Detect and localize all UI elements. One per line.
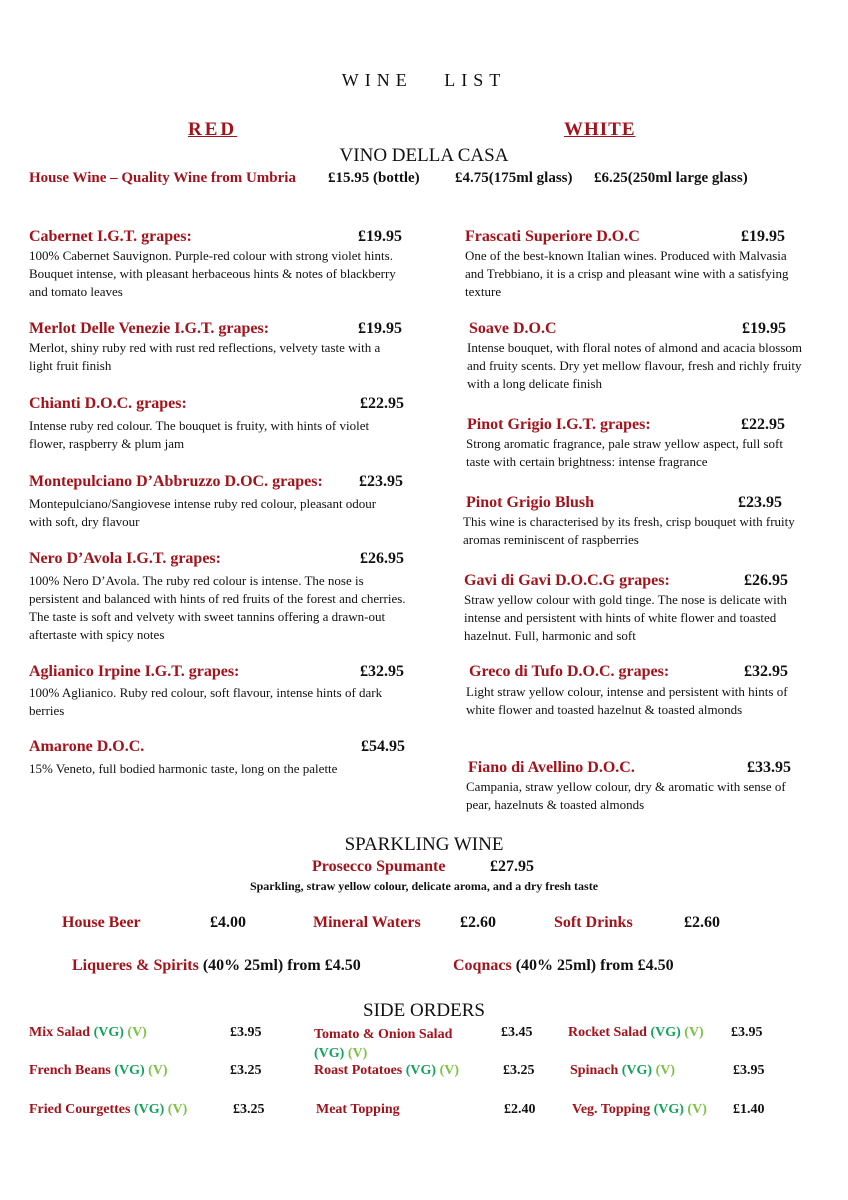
drink-name: Soft Drinks [554, 914, 633, 931]
sparkling-description: Sparkling, straw yellow colour, delicate aroma, and a dry fresh taste [249, 879, 599, 893]
red-wine-price: £22.95 [360, 395, 404, 412]
white-wine-name: Gavi di Gavi D.O.C.G grapes: [464, 572, 670, 589]
side-order-item [316, 1102, 400, 1118]
side-order-name: Fried Courgettes [29, 1102, 131, 1117]
white-wine-description: Light straw yellow colour, intense and persistent with hints of white flower and toasted hazelnut & toasted almonds [466, 684, 788, 717]
house-wine-bottle-price: £15.95 (bottle) [328, 170, 420, 186]
spirit-detail: (40% 25ml) from £4.50 [202, 957, 361, 974]
vegetarian-tag: (V) [655, 1063, 676, 1078]
white-wine-price: £26.95 [744, 572, 788, 589]
red-column-heading: RED [188, 119, 238, 140]
side-order-item [314, 1025, 494, 1063]
side-order-name: French Beans [29, 1063, 111, 1078]
side-order-price: £3.25 [233, 1102, 265, 1117]
side-order-price: £3.95 [731, 1025, 763, 1040]
spirit-name: Liqueres & Spirits [72, 957, 199, 974]
house-wine-heading: VINO DELLA CASA [339, 145, 509, 166]
vegetarian-tag: (V) [127, 1025, 147, 1040]
side-order-item [29, 1102, 187, 1118]
sparkling-wine-name: Prosecco Spumante [312, 858, 446, 875]
red-wine-name: Merlot Delle Venezie I.G.T. grapes: [29, 320, 270, 337]
drink-price: £2.60 [460, 914, 496, 931]
white-wine-price: £32.95 [744, 663, 788, 680]
vegetarian-tag: (V) [439, 1063, 460, 1078]
white-wine-price: £19.95 [742, 320, 786, 337]
red-wine-description: Intense ruby red colour. The bouquet is fruity, with hints of violet flower, raspberry & plum jam [29, 418, 370, 451]
side-order-item [314, 1063, 459, 1079]
white-wine-name: Greco di Tufo D.O.C. grapes: [469, 663, 670, 680]
side-order-item [572, 1102, 707, 1118]
red-wine-price: £23.95 [359, 473, 403, 490]
red-wine-description: 100% Cabernet Sauvignon. Purple-red colour with strong violet hints. Bouquet intense, with pleasant herbaceous hints & notes of blackberry and tomato leaves [29, 248, 396, 299]
vegetarian-tag: (V) [687, 1102, 707, 1117]
side-order-name: Spinach [570, 1063, 619, 1078]
white-wine-description: This wine is characterised by its fresh, crisp bouquet with fruity aromas reminiscent of raspberries [463, 514, 795, 547]
white-wine-description: Campania, straw yellow colour, dry & aromatic with sense of pear, hazelnuts & toasted almonds [466, 779, 786, 812]
red-wine-price: £19.95 [358, 228, 402, 245]
house-wine-glass-price: £4.75(175ml glass) [455, 170, 573, 186]
white-wine-name: Soave D.O.C [469, 320, 557, 337]
white-wine-name: Fiano di Avellino D.O.C. [468, 759, 635, 776]
white-wine-name: Frascati Superiore D.O.C [465, 228, 640, 245]
red-wine-name: Montepulciano D’Abbruzzo D.OC. grapes: [29, 473, 323, 490]
vegetarian-tag: (V) [684, 1025, 704, 1040]
red-wine-description: 100% Aglianico. Ruby red colour, soft flavour, intense hints of dark berries [29, 685, 383, 718]
house-wine-label: House Wine – Quality Wine from Umbria [29, 170, 296, 186]
white-wine-description: Straw yellow colour with gold tinge. The nose is delicate with intense and persistent with hints of white flower and toasted hazelnut. Full, harmonic and soft [464, 592, 787, 643]
spirits-row-item [453, 957, 674, 975]
white-wine-price: £19.95 [741, 228, 785, 245]
spirits-row-item [72, 957, 361, 975]
house-wine-large-glass-price: £6.25(250ml large glass) [594, 170, 748, 186]
side-order-name: Tomato & Onion Salad [314, 1027, 453, 1042]
white-wine-price: £22.95 [741, 416, 785, 433]
side-order-item [570, 1063, 675, 1079]
side-order-price: £3.95 [230, 1025, 262, 1040]
side-order-name: Mix Salad [29, 1025, 91, 1040]
side-order-name: Roast Potatoes [314, 1063, 403, 1078]
side-order-price: £3.25 [230, 1063, 262, 1078]
red-wine-description: Merlot, shiny ruby red with rust red reflections, velvety taste with a light fruit finish [29, 340, 381, 373]
red-wine-price: £32.95 [360, 663, 404, 680]
white-wine-price: £33.95 [747, 759, 791, 776]
red-wine-description: 15% Veneto, full bodied harmonic taste, long on the palette [29, 761, 338, 776]
red-wine-name: Cabernet I.G.T. grapes: [29, 228, 192, 245]
vegetarian-tag: (V) [148, 1063, 168, 1078]
vegan-tag: (VG) [114, 1063, 145, 1078]
drink-price: £4.00 [210, 914, 246, 931]
vegan-tag: (VG) [93, 1025, 124, 1040]
red-wine-description: 100% Nero D’Avola. The ruby red colour is intense. The nose is persistent and balanced with hints of red fruits of the forest and cherries. The taste is soft and velvety with sweet tannins offering a drawn-out aftertaste with spicy notes [29, 573, 406, 642]
vegan-tag: (VG) [650, 1025, 681, 1040]
spirit-detail: (40% 25ml) from £4.50 [515, 957, 674, 974]
drink-price: £2.60 [684, 914, 720, 931]
vegan-tag: (VG) [653, 1102, 684, 1117]
white-wine-description: One of the best-known Italian wines. Produced with Malvasia and Trebbiano, it is a crisp and pleasant wine with a satisfying texture [465, 248, 789, 299]
vegan-tag: (VG) [133, 1102, 165, 1117]
side-order-name: Rocket Salad [568, 1025, 647, 1040]
vegan-tag: (VG) [621, 1063, 653, 1078]
red-wine-price: £19.95 [358, 320, 402, 337]
white-wine-description: Strong aromatic fragrance, pale straw yellow aspect, full soft taste with certain brightness: intense fragrance [466, 436, 783, 469]
red-wine-name: Nero D’Avola I.G.T. grapes: [29, 550, 221, 567]
spirit-name: Coqnacs [453, 957, 512, 974]
red-wine-name: Chianti D.O.C. grapes: [29, 395, 187, 412]
drink-name: Mineral Waters [313, 914, 421, 931]
side-order-name: Meat Topping [316, 1102, 400, 1117]
side-order-price: £2.40 [504, 1102, 536, 1117]
red-wine-name: Aglianico Irpine I.G.T. grapes: [29, 663, 240, 680]
side-orders-heading: SIDE ORDERS [363, 1000, 485, 1021]
white-wine-name: Pinot Grigio I.G.T. grapes: [467, 416, 651, 433]
vegan-tag: (VG) [405, 1063, 437, 1078]
white-wine-name: Pinot Grigio Blush [466, 494, 595, 511]
page-title: WINE LIST [341, 70, 507, 90]
side-order-price: £1.40 [733, 1102, 765, 1117]
white-column-heading: WHITE [564, 119, 636, 140]
vegetarian-tag: (V) [347, 1046, 368, 1061]
side-order-item [29, 1063, 168, 1079]
drink-name: House Beer [62, 914, 141, 931]
vegan-tag: (VG) [314, 1046, 345, 1061]
side-order-price: £3.25 [503, 1063, 535, 1078]
side-order-price: £3.95 [733, 1063, 765, 1078]
side-order-item [29, 1025, 147, 1041]
red-wine-price: £26.95 [360, 550, 404, 567]
sparkling-wine-price: £27.95 [490, 858, 534, 875]
white-wine-description: Intense bouquet, with floral notes of almond and acacia blossom and fruity scents. Dry yet mellow flavour, fresh and richly fruity with a long delicate finish [467, 340, 803, 391]
side-order-price: £3.45 [501, 1025, 533, 1040]
red-wine-price: £54.95 [361, 738, 405, 755]
sparkling-heading: SPARKLING WINE [344, 834, 504, 855]
red-wine-name: Amarone D.O.C. [29, 738, 145, 755]
vegetarian-tag: (V) [167, 1102, 188, 1117]
side-order-item [568, 1025, 704, 1041]
white-wine-price: £23.95 [738, 494, 782, 511]
red-wine-description: Montepulciano/Sangiovese intense ruby red colour, pleasant odour with soft, dry flavour [29, 496, 377, 529]
side-order-name: Veg. Topping [572, 1102, 651, 1117]
